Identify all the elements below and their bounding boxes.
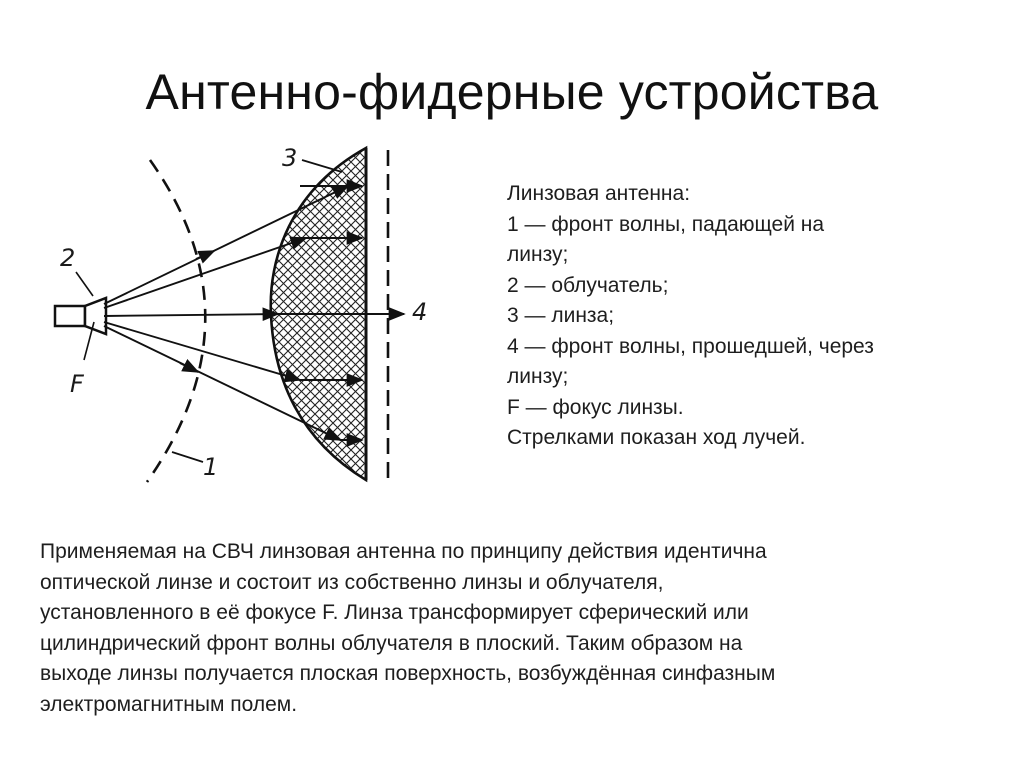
incident-wavefront-arc	[147, 160, 205, 482]
wavefront-1-leader	[172, 452, 203, 462]
description-line: установленного в её фокусе F. Линза трансформирует сферический или	[40, 601, 749, 624]
legend-line: F — фокус линзы.	[507, 395, 684, 419]
diagram-legend	[507, 179, 987, 454]
ray-4	[104, 322, 300, 380]
legend-line: 1 — фронт волны, падающей на	[507, 212, 825, 236]
description-line: Применяемая на СВЧ линзовая антенна по принципу действия идентична	[40, 540, 767, 563]
label-wavefront-4: 4	[412, 298, 428, 326]
label-wavefront-1: 1	[203, 453, 219, 481]
description-line: оптической линзе и состоит из собственно линзы и облучателя,	[40, 570, 664, 594]
legend-line: линзу;	[507, 243, 569, 266]
description-line: выходе линзы получается плоская поверхность, возбуждённая синфазным	[40, 662, 776, 685]
legend-line: Стрелками показан ход лучей.	[507, 426, 806, 449]
ray-3	[104, 314, 278, 316]
description-paragraph	[40, 537, 1000, 720]
legend-line: 4 — фронт волны, прошедшей, через	[507, 334, 874, 358]
description-line: электромагнитным полем.	[40, 692, 298, 716]
feed-horn	[85, 298, 106, 334]
label-lens-3: 3	[282, 144, 298, 172]
legend-line: 3 — линза;	[507, 304, 615, 327]
label-focus-f: F	[70, 370, 84, 398]
label-feed-2: 2	[60, 244, 76, 272]
legend-heading: Линзовая антенна:	[507, 182, 691, 205]
lens-antenna-diagram	[40, 140, 480, 510]
slide-title: Антенно-фидерные устройства	[145, 64, 879, 120]
legend-line: линзу;	[507, 365, 569, 388]
ray-1-mid-arrow	[196, 251, 214, 259]
lens-3-leader	[302, 160, 342, 172]
ray-5-mid-arrow	[180, 363, 198, 372]
feed-2-leader	[76, 272, 93, 296]
legend-line: 2 — облучатель;	[507, 273, 669, 297]
description-line: цилиндрический фронт волны облучателя в плоский. Таким образом на	[40, 631, 743, 655]
feed-waveguide	[55, 306, 85, 326]
